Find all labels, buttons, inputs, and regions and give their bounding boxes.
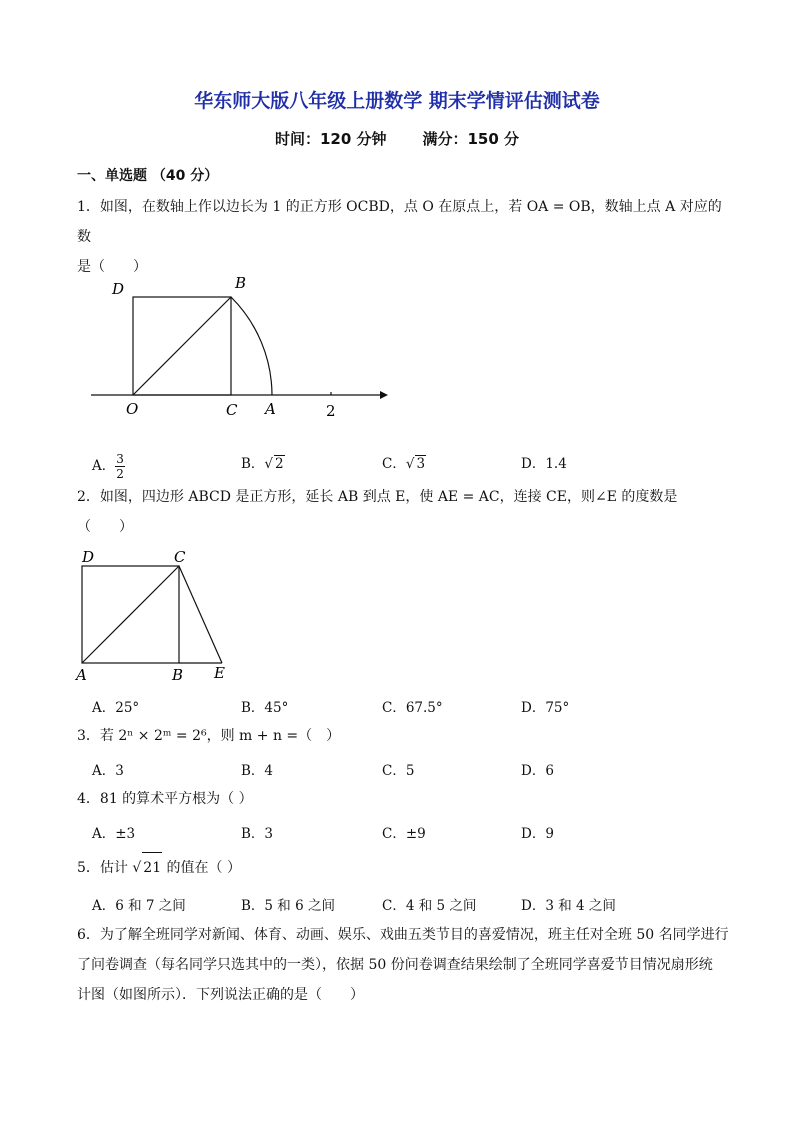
question-6-line-1: 6．为了解全班同学对新闻、体育、动画、娱乐、戏曲五类节目的喜爱情况，班主任对全班 50 名同学进行 [77, 927, 729, 943]
option-b[interactable]: B．45° [241, 700, 289, 716]
exam-score: 满分：150 分 [422, 130, 520, 148]
label-b: B [172, 666, 184, 684]
option-d[interactable]: D．1.4 [521, 456, 567, 472]
question-2-figure [74, 546, 244, 686]
option-a[interactable]: A． $\frac{3}{2}$ [92, 452, 124, 481]
question-2-line-2: （ ） [77, 519, 133, 535]
page-title: 华东师大版八年级上册数学 期末学情评估测试卷 [194, 90, 600, 112]
question-4: 4．81 的算术平方根为（ ） [77, 791, 253, 807]
option-c[interactable]: C．5 [382, 763, 415, 779]
option-a[interactable]: A．3 [92, 763, 124, 779]
question-2-line-1: 2．如图，四边形 ABCD 是正方形，延长 AB 到点 E，使 AE = AC，连接 CE，则∠E 的度数是 [77, 489, 678, 505]
option-d[interactable]: D．75° [521, 700, 570, 716]
question-1-line-1: 1．如图，在数轴上作以边长为 1 的正方形 OCBD，点 O 在原点上，若 OA = OB，数轴上点 A 对应的数 [77, 199, 722, 245]
segment-ce [179, 566, 222, 663]
option-a[interactable]: A．±3 [92, 826, 136, 842]
label-e: E [214, 664, 225, 682]
label-o: O [126, 400, 139, 418]
label-d: D [82, 548, 95, 566]
diagonal-ob [133, 297, 231, 395]
question-2 [77, 482, 727, 542]
question-1-line-2: 是（ ） [77, 259, 147, 275]
option-c[interactable]: C．±9 [382, 826, 426, 842]
exam-time: 时间：120 分钟 [274, 130, 387, 148]
option-b[interactable]: B．3 [241, 826, 274, 842]
option-b[interactable]: B．5 和 6 之间 [241, 898, 335, 914]
option-a[interactable]: A．25° [92, 700, 140, 716]
option-c[interactable]: C．√ 3 [382, 456, 426, 472]
radicand: 21 [142, 852, 162, 883]
label-d: D [112, 280, 125, 298]
option-c[interactable]: C．67.5° [382, 700, 443, 716]
fraction: $\frac{3}{2}$ [116, 452, 124, 481]
label-c: C [226, 401, 238, 419]
arc-ba [231, 297, 272, 395]
option-d[interactable]: D．6 [521, 763, 554, 779]
question-6 [77, 920, 737, 1010]
question-5: 5．估计 √ 21 的值在（ ） [77, 852, 727, 883]
question-1-options [92, 446, 732, 480]
option-d[interactable]: D．9 [521, 826, 554, 842]
option-c[interactable]: C．4 和 5 之间 [382, 898, 477, 914]
question-5-options [92, 894, 732, 914]
exam-info [0, 128, 794, 149]
option-d[interactable]: D．3 和 4 之间 [521, 898, 616, 914]
label-a: A [265, 400, 276, 418]
number-line-arrow-icon [380, 391, 388, 399]
label-b: B [235, 274, 247, 292]
question-3-options [92, 759, 732, 779]
question-4-options [92, 822, 732, 842]
label-a: A [76, 666, 87, 684]
question-1-figure [88, 268, 388, 428]
option-b[interactable]: B．4 [241, 763, 274, 779]
question-2-options [92, 696, 732, 716]
option-a[interactable]: A．6 和 7 之间 [92, 898, 186, 914]
question-6-line-3: 计图（如图所示）．下列说法正确的是（ ） [77, 987, 364, 1003]
label-2: 2 [326, 402, 336, 420]
question-3: 3．若 2ⁿ × 2ᵐ = 2⁶，则 m + n =（ ） [77, 728, 341, 744]
option-b[interactable]: B．√ 2 [241, 456, 284, 472]
section-heading: 一、单选题 （40 分） [77, 168, 219, 184]
diagonal-ac [82, 566, 179, 663]
question-6-line-2: 了问卷调查（每名同学只选其中的一类），依据 50 份问卷调查结果绘制了全班同学喜爱节目情况扇形统 [77, 957, 713, 973]
label-c: C [174, 548, 186, 566]
